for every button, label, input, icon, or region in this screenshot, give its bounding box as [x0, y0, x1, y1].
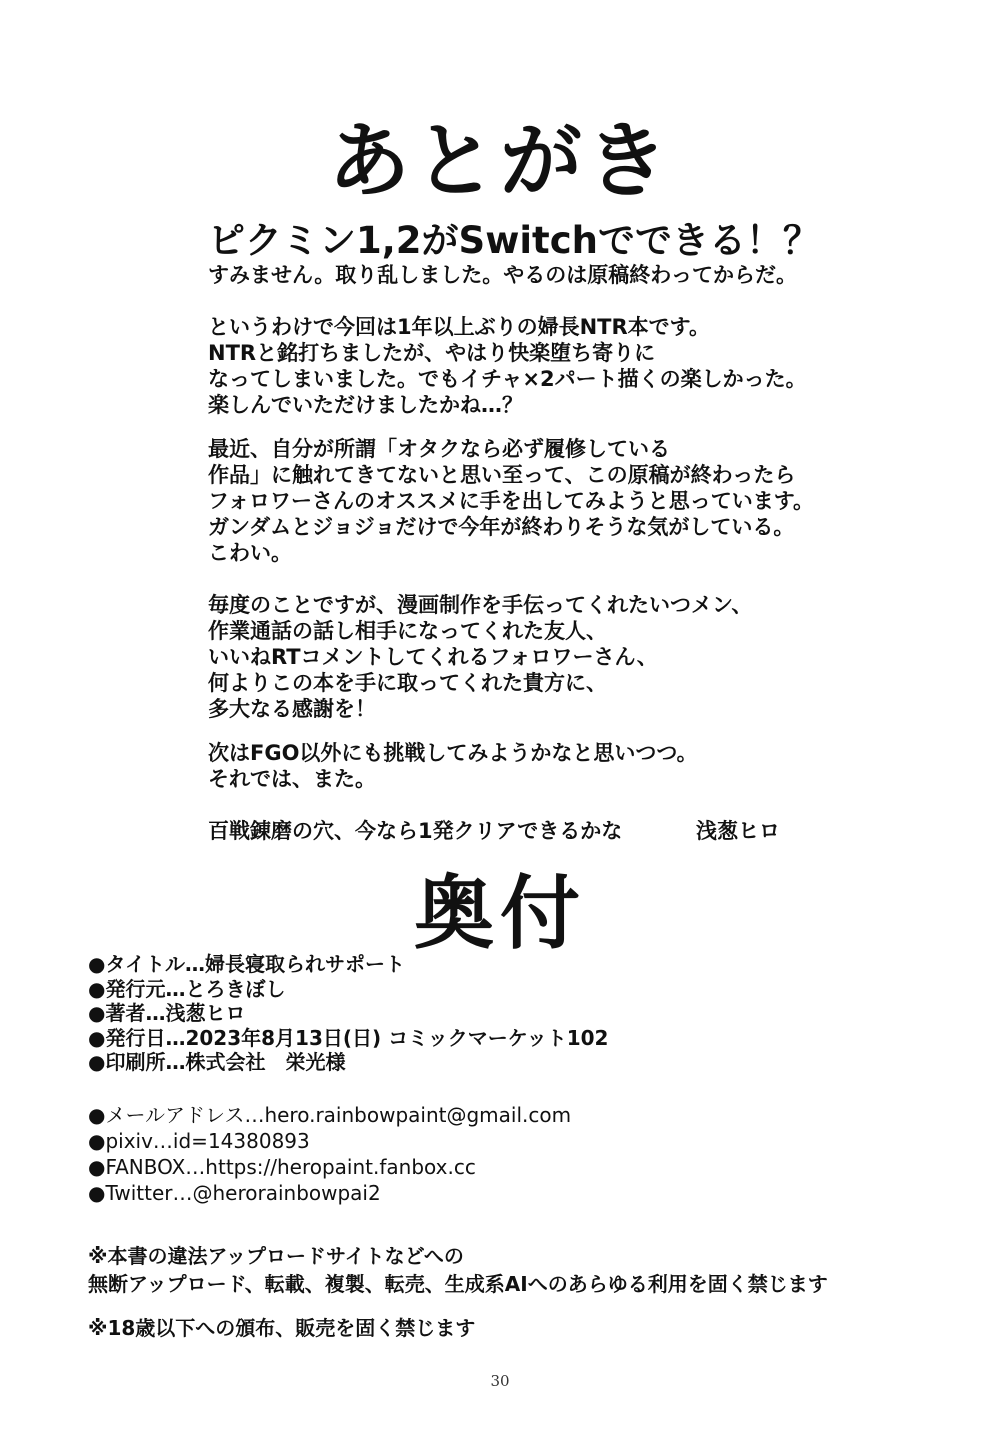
text-line: フォロワーさんのオススメに手を出してみようと思っています。 — [208, 489, 815, 513]
contact-email: ●メールアドレス…hero.rainbowpaint@gmail.com — [88, 1103, 572, 1127]
text-line: 毎度のことですが、漫画制作を手伝ってくれたいつメン、 — [208, 593, 753, 617]
afterword-paragraph-2 — [208, 314, 807, 418]
text-line: 次はFGO以外にも挑戦してみようかなと思いつつ。 — [208, 741, 698, 765]
afterword-paragraph-1 — [208, 262, 797, 288]
afterword-paragraph-4 — [208, 592, 752, 722]
colophon-item-title: ●タイトル…婦長寝取られサポート — [88, 952, 406, 976]
text-line: NTRと銘打ちましたが、やはり快楽堕ち寄りに — [208, 341, 656, 365]
text-line: 楽しんでいただけましたかね…？ — [208, 393, 523, 417]
colophon-title: 奥付 — [414, 867, 586, 960]
colophon-item-date: ●発行日…2023年8月13日(日) コミックマーケット102 — [88, 1025, 609, 1050]
afterword-lead: ピクミン1,2がSwitchでできる！？ — [208, 219, 821, 262]
text-line: 何よりこの本を手に取ってくれた貴方に、 — [208, 671, 607, 695]
text-line: ※本書の違法アップロードサイトなどへの — [88, 1244, 464, 1268]
text-line: 作品」に触れてきてないと思い至って、この原稿が終わったら — [208, 463, 796, 487]
colophon-item-author: ●著者…浅葱ヒロ — [88, 1001, 246, 1025]
text-line: すみません。取り乱しました。やるのは原稿終わってからだ。 — [208, 263, 798, 287]
afterword-title: あとがき — [327, 114, 672, 209]
text-line: それでは、また。 — [208, 767, 376, 791]
notice-upload — [88, 1242, 828, 1298]
colophon-info-list — [88, 952, 608, 1075]
author-signature: 浅葱ヒロ — [696, 819, 780, 843]
notice-age: ※18歳以下への頒布、販売を固く禁じます — [88, 1316, 476, 1340]
contact-pixiv: ●pixiv…id=14380893 — [88, 1129, 310, 1153]
text-line: 最近、自分が所謂「オタクなら必ず履修している — [208, 437, 670, 461]
text-line: こわい。 — [208, 541, 292, 565]
contact-fanbox: ●FANBOX…https://heropaint.fanbox.cc — [88, 1155, 476, 1179]
afterword-closing: 百戦錬磨の穴、今なら1発クリアできるかな — [208, 819, 623, 843]
text-line: 作業通話の話し相手になってくれた友人、 — [208, 619, 607, 643]
text-line: いいねRTコメントしてくれるフォロワーさん、 — [208, 645, 658, 669]
colophon-item-printer: ●印刷所…株式会社 栄光様 — [88, 1050, 346, 1074]
contact-twitter: ●Twitter…@herorainbowpai2 — [88, 1181, 381, 1205]
text-line: ガンダムとジョジョだけで今年が終わりそうな気がしている。 — [208, 515, 795, 539]
page-number: 30 — [490, 1372, 510, 1390]
afterword-paragraph-5 — [208, 740, 698, 792]
colophon-item-publisher: ●発行元…とろきぼし — [88, 976, 286, 1001]
text-line: 無断アップロード、転載、複製、転売、生成系AIへのあらゆる利用を固く禁じます — [88, 1272, 828, 1296]
text-line: 多大なる感謝を！ — [208, 697, 376, 721]
colophon-contact-list — [88, 1102, 571, 1206]
afterword-paragraph-3 — [208, 436, 814, 566]
text-line: なってしまいました。でもイチャ×2パート描くの楽しかった。 — [208, 367, 807, 391]
text-line: というわけで今回は1年以上ぶりの婦長NTR本です。 — [208, 315, 711, 339]
